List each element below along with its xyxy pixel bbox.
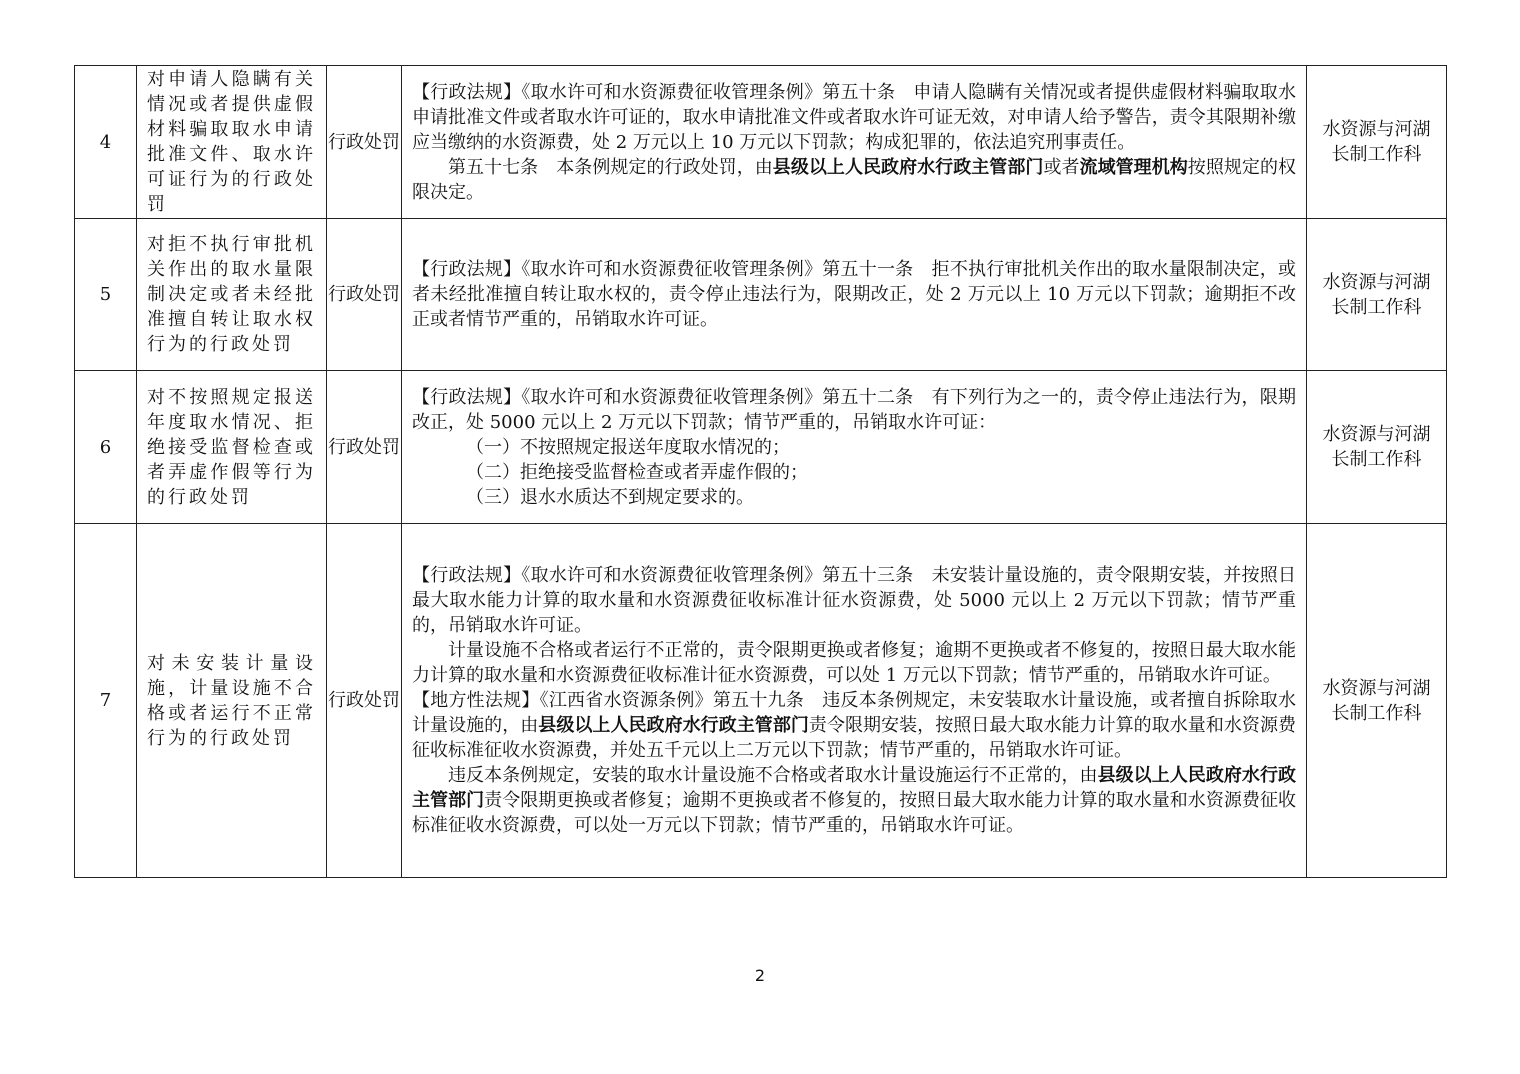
- penalty-table-body: [75, 66, 1447, 878]
- legal-basis: [402, 371, 1307, 524]
- legal-text: （一）不按照规定报送年度取水情况的；: [466, 436, 790, 458]
- penalty-type: 行政处罚: [327, 371, 402, 524]
- legal-text: 责令限期更换或者修复；逾期不更换或者不修复的，按照日最大取水能力计算的取水量和水资源费征收标准征收水资源费，可以处一万元以下罚款；情节严重的，吊销取水许可证。: [412, 790, 1297, 836]
- legal-text: 按照规定的权限决定。: [412, 156, 1297, 203]
- table-row: [75, 371, 1447, 524]
- row-number: 5: [75, 219, 137, 371]
- legal-basis: [402, 524, 1307, 878]
- legal-text: 计量设施不合格或者运行不正常的，责令限期更换或者修复；逾期不更换或者不修复的，按照日最大取水能力计算的取水量和水资源费征收标准计征水资源费，可以处 1 万元以下罚款；情节严重的，吊销取水许可证。: [412, 640, 1296, 686]
- penalty-item: 对不按照规定报送年度取水情况、拒绝接受监督检查或者弄虚作假等行为的行政处罚: [137, 371, 327, 524]
- page-number: 2: [754, 966, 766, 985]
- table-row: [75, 524, 1447, 878]
- legal-text: 【行政法规】《取水许可和水资源费征收管理条例》第五十条 申请人隐瞒有关情况或者提供虚假材料骗取取水申请批准文件或者取水许可证的，取水申请批准文件或者取水许可证无效，对申请人给予警告，责令其限期补缴应当缴纳的水资源费，处 2 万元以上 10 万元以下罚款；构成犯罪的，依法追究刑事责任。: [412, 81, 1296, 153]
- legal-text-bold: 县级以上人民政府水行政主管部门: [412, 765, 1296, 811]
- legal-paragraph: [412, 80, 1296, 155]
- legal-text: 【地方性法规】《江西省水资源条例》第五十九条 违反本条例规定，未安装取水计量设施，或者擅自拆除取水计量设施的，由: [412, 690, 1296, 736]
- legal-text: （二）拒绝接受监督检查或者弄虚作假的；: [466, 461, 808, 483]
- responsible-department: 水资源与河湖长制工作科: [1307, 219, 1447, 371]
- row-number: 6: [75, 371, 137, 524]
- penalty-item: 对拒不执行审批机关作出的取水量限制决定或者未经批准擅自转让取水权行为的行政处罚: [137, 219, 327, 371]
- responsible-department: 水资源与河湖长制工作科: [1307, 371, 1447, 524]
- row-number: 7: [75, 524, 137, 878]
- legal-text: 【行政法规】《取水许可和水资源费征收管理条例》第五十一条 拒不执行审批机关作出的取水量限制决定，或者未经批准擅自转让取水权的，责令停止违法行为，限期改正，处 2 万元以上 10 万元以下罚款；逾期拒不改正或者情节严重的，吊销取水许可证。: [412, 259, 1296, 330]
- legal-paragraph: [412, 485, 1296, 510]
- legal-text: 违反本条例规定，安装的取水计量设施不合格或者取水计量设施运行不正常的，由: [448, 765, 1098, 786]
- legal-text-bold: 县级以上人民政府水行政主管部门: [538, 715, 809, 736]
- legal-text: 【行政法规】《取水许可和水资源费征收管理条例》第五十二条 有下列行为之一的，责令停止违法行为，限期改正，处 5000 元以上 2 万元以下罚款；情节严重的，吊销取水许可证：: [412, 386, 1296, 433]
- legal-text-bold: 流域管理机构: [1079, 156, 1188, 178]
- legal-paragraph: [412, 638, 1296, 688]
- legal-paragraph: [412, 155, 1296, 205]
- penalty-item: 对未安装计量设施，计量设施不合格或者运行不正常行为的行政处罚: [137, 524, 327, 878]
- penalty-type: 行政处罚: [327, 66, 402, 219]
- legal-paragraph: [412, 763, 1296, 838]
- penalty-item: 对申请人隐瞒有关情况或者提供虚假材料骗取取水申请批准文件、取水许可证行为的行政处罚: [137, 66, 327, 219]
- penalty-type: 行政处罚: [327, 524, 402, 878]
- legal-text: 【行政法规】《取水许可和水资源费征收管理条例》第五十三条 未安装计量设施的，责令限期安装，并按照日最大取水能力计算的取水量和水资源费征收标准计征水资源费，处 5000 元以上 2 万元以下罚款；情节严重的，吊销取水许可证。: [412, 565, 1296, 636]
- legal-paragraph: [412, 385, 1296, 435]
- legal-paragraph: [412, 460, 1296, 485]
- responsible-department: 水资源与河湖长制工作科: [1307, 66, 1447, 219]
- table-row: [75, 66, 1447, 219]
- row-number: 4: [75, 66, 137, 219]
- legal-paragraph: [412, 688, 1296, 763]
- legal-text: 或者: [1043, 156, 1080, 178]
- legal-paragraph: [412, 563, 1296, 638]
- legal-text: 责令限期安装，按照日最大取水能力计算的取水量和水资源费征收标准征收水资源费，并处五千元以上二万元以下罚款；情节严重的，吊销取水许可证。: [412, 715, 1297, 761]
- legal-basis: [402, 66, 1307, 219]
- penalty-table: [74, 65, 1447, 878]
- legal-paragraph: [412, 257, 1296, 332]
- legal-text: （三）退水水质达不到规定要求的。: [466, 486, 754, 508]
- legal-text: 第五十七条 本条例规定的行政处罚，由: [448, 156, 773, 178]
- legal-text-bold: 县级以上人民政府水行政主管部门: [772, 156, 1044, 178]
- table-row: [75, 219, 1447, 371]
- responsible-department: 水资源与河湖长制工作科: [1307, 524, 1447, 878]
- legal-paragraph: [412, 435, 1296, 460]
- legal-basis: [402, 219, 1307, 371]
- penalty-type: 行政处罚: [327, 219, 402, 371]
